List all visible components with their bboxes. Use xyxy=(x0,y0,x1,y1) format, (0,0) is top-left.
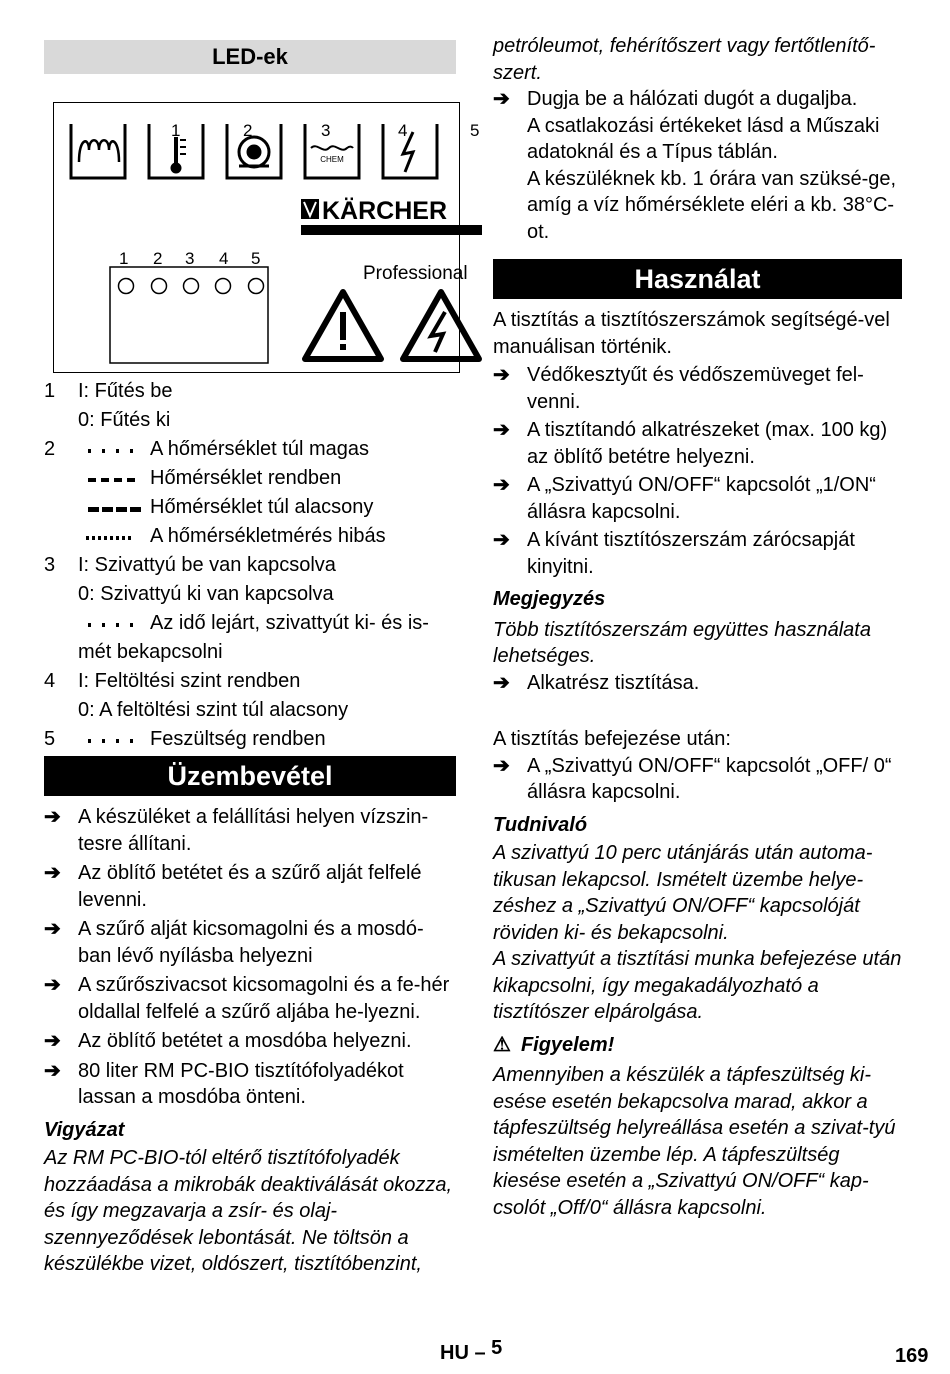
footer-section-page: 5 xyxy=(491,1337,503,1359)
list-item xyxy=(44,804,456,857)
step-text: A „Szivattyú ON/OFF“ kapcsolót „1/ON“ állásra kapcsolni. xyxy=(527,474,876,523)
list-item xyxy=(493,417,903,470)
medium-blink-pattern-icon xyxy=(88,464,148,493)
caution-text: Amennyiben a készülék a tápfeszültség ki-esése esetén bekapcsolva marad, akkor a tápfeszültség helyreállása esetén a szivat-tyú ismételten üzembe lép. A tápfeszültség kiesése esetén a „Szivattyú ON/OFF“ kap-csolót „Off/0“ állásra kapcsolni. xyxy=(493,1064,896,1219)
control-panel-diagram xyxy=(53,102,480,374)
heating-note: A készüléknek kb. 1 órára van szüksé-ge, amíg a víz hőmérséklete eléri a kb. 38°C-ot. xyxy=(527,167,897,243)
icon-number-1: 1 xyxy=(171,121,181,140)
led-header: LED-ek xyxy=(44,40,456,74)
arrow-right-icon: ➔ xyxy=(493,529,510,551)
led-number-5: 5 xyxy=(251,249,261,268)
legend-text: 0: Szivattyú ki van kapcsolva xyxy=(78,583,334,605)
section-title-usage: Használat xyxy=(493,259,902,299)
legend-text: A hőmérsékletmérés hibás xyxy=(150,525,386,547)
usage-section xyxy=(493,307,903,1221)
led-number-4: 4 xyxy=(219,249,229,268)
info-text-1: A szivattyú 10 perc utánjárás után automa-tikusan lekapcsol. Ismételt üzembe helye-zéshez a „Szivattyú ON/OFF“ kapcsolóját röviden ki- és bekapcsolni. xyxy=(493,842,873,944)
led-legend-row xyxy=(44,638,456,667)
arrow-right-icon: ➔ xyxy=(493,671,510,694)
continued-text: petróleumot, fehérítőszert vagy fertőtlenítő-szert. xyxy=(493,35,876,84)
list-item xyxy=(44,1028,456,1055)
page-footer xyxy=(440,1337,503,1365)
legend-number: 5 xyxy=(44,728,56,750)
arrow-right-icon: ➔ xyxy=(493,88,510,110)
led-legend-row xyxy=(44,551,456,580)
led-number-2: 2 xyxy=(153,249,163,268)
footer-language: HU – xyxy=(440,1342,486,1364)
arrow-right-icon: ➔ xyxy=(493,474,510,496)
legend-text: I: Szivattyú be van kapcsolva xyxy=(78,554,336,576)
led-legend-list xyxy=(44,377,456,754)
list-item xyxy=(44,972,456,1025)
led-number-3: 3 xyxy=(185,249,195,268)
brand-name: KÄRCHER xyxy=(322,197,447,225)
led-legend-row xyxy=(44,580,456,609)
note-text: Több tisztítószerszám együttes használata lehetséges. xyxy=(493,618,871,667)
legend-text: mét bekapcsolni xyxy=(78,641,223,663)
power-section xyxy=(493,33,903,245)
step-text: Az öblítő betétet és a szűrő alját felfelé levenni. xyxy=(78,862,422,911)
led-legend-row xyxy=(44,377,456,406)
slow-blink-pattern-icon xyxy=(88,725,148,754)
legend-text: I: Fűtés be xyxy=(78,380,173,402)
step-text: Alkatrész tisztítása. xyxy=(527,671,700,694)
arrow-right-icon: ➔ xyxy=(493,364,510,386)
long-blink-pattern-icon xyxy=(88,493,148,522)
usage-intro: A tisztítás a tisztítószerszámok segítségé-vel manuálisan történik. xyxy=(493,309,890,358)
warning-triangle-icon: ⚠ xyxy=(493,1033,511,1056)
professional-label: Professional xyxy=(363,263,468,284)
legend-text: Az idő lejárt, szivattyút ki- és is- xyxy=(150,612,429,634)
legend-text: 0: A feltöltési szint túl alacsony xyxy=(78,699,349,721)
info-text-2: A szivattyút a tisztítási munka befejezése után kikapcsolni, így megakadályozható a tisztítószer elpárolgása. xyxy=(493,948,902,1023)
connection-note: A csatlakozási értékeket lásd a Műszaki adatoknál és a Típus táblán. xyxy=(527,114,880,163)
legend-text: 0: Fűtés ki xyxy=(78,409,171,431)
legend-text: A hőmérséklet túl magas xyxy=(150,438,369,460)
arrow-right-icon: ➔ xyxy=(44,1030,61,1052)
list-item xyxy=(44,916,456,969)
step-text: A tisztítandó alkatrészeket (max. 100 kg) az öblítő betétre helyezni. xyxy=(527,419,888,468)
legend-number: 3 xyxy=(44,554,56,576)
led-legend-row xyxy=(44,464,456,493)
list-item xyxy=(493,362,903,415)
page-number: 169 xyxy=(895,1345,929,1367)
legend-text: Hőmérséklet rendben xyxy=(150,467,342,489)
legend-number: 1 xyxy=(44,380,56,402)
legend-text: Hőmérséklet túl alacsony xyxy=(150,496,374,518)
step-text: Dugja be a hálózati dugót a dugaljba. xyxy=(527,88,858,110)
arrow-right-icon: ➔ xyxy=(44,974,61,996)
chem-label: CHEM xyxy=(320,155,344,164)
arrow-right-icon: ➔ xyxy=(493,754,510,777)
section-title-startup: Üzembevétel xyxy=(44,756,456,796)
led-legend-row xyxy=(44,609,456,638)
caution-heading xyxy=(493,1032,903,1059)
caution-title: Figyelem! xyxy=(520,1033,615,1056)
step-text: Védőkesztyűt és védőszemüveget fel-venni. xyxy=(527,364,864,413)
led-legend-row xyxy=(44,493,456,522)
warning-title: Vigyázat xyxy=(44,1118,125,1141)
step-text: Az öblítő betétet a mosdóba helyezni. xyxy=(78,1030,412,1052)
slow-blink-pattern-icon xyxy=(88,435,148,464)
legend-text: Feszültség rendben xyxy=(150,728,326,750)
list-item xyxy=(44,860,456,913)
led-legend-row xyxy=(44,406,456,435)
led-legend-row xyxy=(44,435,456,464)
startup-steps xyxy=(44,804,456,1278)
slow-blink-pattern-icon xyxy=(88,609,148,638)
legend-number: 4 xyxy=(44,670,56,692)
list-item xyxy=(493,670,903,697)
fast-blink-pattern-icon xyxy=(88,522,148,551)
step-text: A szűrő alját kicsomagolni és a mosdó-ban lévő nyílásba helyezni xyxy=(78,918,424,967)
step-text: A szűrőszivacsot kicsomagolni és a fe-hér oldallal felfelé a szűrő aljába he-lyezni. xyxy=(78,974,450,1023)
arrow-right-icon: ➔ xyxy=(493,419,510,441)
list-item xyxy=(493,753,903,806)
led-number-1: 1 xyxy=(119,249,129,268)
list-item xyxy=(493,472,903,525)
led-legend-row xyxy=(44,696,456,725)
step-text: A készüléket a felállítási helyen vízszin-tesre állítani. xyxy=(78,806,429,855)
legend-number: 2 xyxy=(44,438,56,460)
led-legend-row xyxy=(44,725,456,754)
arrow-right-icon: ➔ xyxy=(44,806,61,828)
icon-number-3: 3 xyxy=(321,121,331,140)
arrow-right-icon: ➔ xyxy=(44,918,61,940)
after-cleaning-text: A tisztítás befejezése után: xyxy=(493,728,731,750)
note-title: Megjegyzés xyxy=(493,588,606,610)
led-legend-row xyxy=(44,522,456,551)
arrow-right-icon: ➔ xyxy=(44,862,61,884)
icon-number-2: 2 xyxy=(243,121,253,140)
arrow-right-icon: ➔ xyxy=(44,1059,61,1082)
warning-text: Az RM PC-BIO-tól eltérő tisztítófolyadék hozzáadása a mikrobák deaktiválását okozza, és így megzavarja a zsír- és olaj-szennyeződések lebontását. Ne töltsön a készülékbe vizet, oldószert, tisztítóbenzint, xyxy=(44,1147,453,1275)
list-item xyxy=(493,527,903,580)
step-text: A „Szivattyú ON/OFF“ kapcsolót „OFF/ 0“ állásra kapcsolni. xyxy=(527,754,892,803)
list-item xyxy=(44,1058,456,1111)
info-title: Tudnivaló xyxy=(493,813,588,836)
list-item xyxy=(493,86,903,113)
icon-number-4: 4 xyxy=(398,121,408,140)
step-text: 80 liter RM PC-BIO tisztítófolyadékot lassan a mosdóba önteni. xyxy=(78,1059,404,1108)
legend-text: I: Feltöltési szint rendben xyxy=(78,670,301,692)
icon-number-5: 5 xyxy=(470,121,480,140)
step-text: A kívánt tisztítószerszám zárócsapját kinyitni. xyxy=(527,529,855,578)
led-legend-row xyxy=(44,667,456,696)
